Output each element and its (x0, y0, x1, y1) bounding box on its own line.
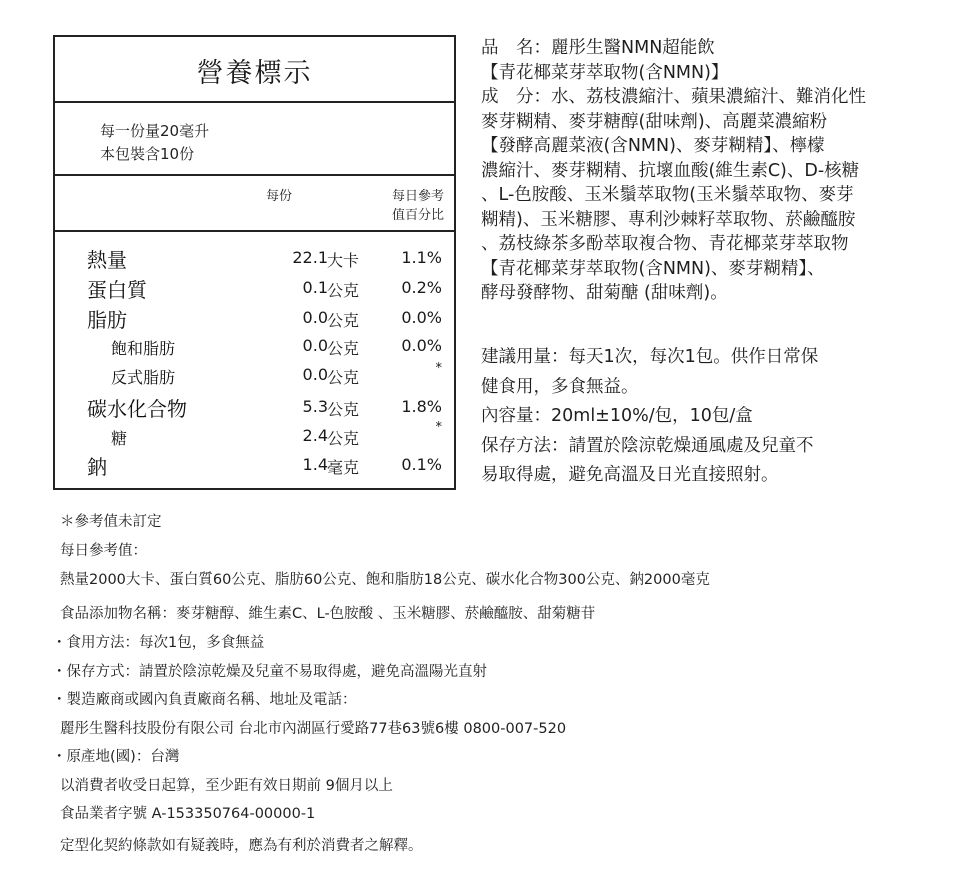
nutrient-value: 0.0 (302, 308, 328, 327)
nutrient-value: 2.4 (302, 426, 328, 445)
nutrient-row-sodium (55, 451, 454, 477)
nutrient-pct: 1.8% (401, 397, 442, 416)
ingredients-line: 【發酵高麗菜液(含NMN)、麥芽糊精】、檸檬 (481, 136, 825, 156)
nutrient-row-saturated-fat (55, 336, 454, 362)
product-name: 品 名：麗彤生醫NMN超能飲 (481, 38, 715, 58)
nutrient-label: 蛋白質 (87, 278, 147, 302)
usage-info (481, 343, 951, 491)
nutrient-unit: 公克 (327, 429, 360, 448)
servings-per-package: 本包裝含10份 (100, 145, 195, 163)
nutrient-pct: 0.1% (401, 455, 442, 474)
nutrient-value: 22.1 (292, 248, 328, 267)
shelf-life: 以消費者收受日起算，至少距有效日期前 9個月以上 (60, 778, 393, 794)
nutrient-value: 5.3 (302, 397, 328, 416)
divider (55, 230, 454, 232)
nutrient-value: 0.0 (302, 365, 328, 384)
nutrition-facts-table (53, 35, 456, 490)
column-header-per-serving: 每份 (266, 189, 293, 204)
nutrient-row-sugar (55, 420, 454, 452)
manufacturer-info: 麗彤生醫科技股份有限公司 台北市內湖區行愛路77巷63號6樓 0800-007-520 (60, 721, 567, 737)
nutrient-unit: 公克 (327, 311, 360, 330)
divider (55, 101, 454, 103)
nutrient-pct: 0.2% (401, 278, 442, 297)
nutrient-row-calories (55, 244, 454, 270)
nutrient-unit: 公克 (327, 400, 360, 419)
nutrient-value: 0.1 (302, 278, 328, 297)
nutrient-label: 熱量 (87, 248, 127, 272)
nutrient-label: 飽和脂肪 (111, 339, 176, 358)
asterisk-note: ＊參考值未訂定 (60, 514, 162, 530)
product-info (481, 36, 951, 306)
nutrient-label: 糖 (111, 429, 128, 448)
suggested-use-line: 建議用量：每天1次，每次1包。供作日常保 (481, 347, 819, 367)
nutrient-value: 1.4 (302, 455, 328, 474)
nutrient-unit: 大卡 (327, 251, 360, 270)
column-header-daily-value-line2: 值百分比 (391, 208, 444, 223)
usage-method: ・食用方法：每次1包，多食無益 (52, 635, 265, 651)
column-header-daily-value (392, 187, 444, 225)
contract-clause: 定型化契約條款如有疑義時，應為有利於消費者之解釋。 (60, 838, 423, 854)
food-additives: 食品添加物名稱：麥芽糖醇、維生素C、L-色胺酸 、玉米糖膠、菸鹼醯胺、甜菊糖苷 (60, 606, 596, 622)
divider (55, 174, 454, 176)
nutrient-row-protein (55, 274, 454, 300)
ingredients-line: 濃縮汁、麥芽糊精、抗壞血酸(維生素C)、D-核糖 (481, 160, 860, 181)
nutrient-unit: 毫克 (327, 458, 360, 477)
column-header-daily-value-line1: 每日參考 (391, 189, 444, 204)
nutrient-pct: 0.0% (401, 336, 442, 355)
product-subtitle: 【青花椰菜芽萃取物(含NMN)】 (481, 62, 729, 83)
country-of-origin: ・原產地(國)：台灣 (52, 749, 180, 765)
ingredients-line: 麥芽糊精、麥芽糖醇(甜味劑)、高麗菜濃縮粉 (481, 111, 828, 132)
ingredients-line: 成 分：水、荔枝濃縮汁、蘋果濃縮汁、難消化性 (481, 87, 866, 107)
manufacturer-label: ・製造廠商或國內負責廠商名稱、地址及電話： (52, 692, 357, 708)
nutrient-label: 鈉 (87, 455, 107, 479)
nutrition-title: 營養標示 (196, 58, 313, 89)
nutrient-pct: 0.0% (401, 308, 442, 327)
nutrient-row-trans-fat (55, 361, 454, 391)
nutrient-label: 脂肪 (87, 308, 127, 332)
suggested-use-line: 健食用，多食無益。 (481, 376, 639, 397)
storage-line: 保存方法：請置於陰涼乾燥通風處及兒童不 (481, 435, 814, 456)
nutrient-row-fat (55, 304, 454, 330)
nutrient-pct: * (435, 361, 442, 376)
serving-size: 每一份量20毫升 (100, 122, 210, 140)
nutrient-label: 反式脂肪 (111, 368, 176, 387)
ingredients-line: 酵母發酵物、甜菊醣 (甜味劑)。 (481, 283, 728, 303)
storage-line: 易取得處，避免高溫及日光直接照射。 (481, 465, 779, 485)
daily-reference-values: 熱量2000大卡、蛋白質60公克、脂肪60公克、飽和脂肪18公克、碳水化合物300公克、鈉2000毫克 (60, 572, 710, 588)
ingredients-line: 、L-色胺酸、玉米鬚萃取物(玉米鬚萃取物、麥芽 (481, 185, 854, 205)
nutrient-pct: * (435, 420, 442, 435)
nutrient-label: 碳水化合物 (87, 397, 187, 421)
nutrient-value: 0.0 (302, 336, 328, 355)
ingredients-line: 糊精)、玉米糖膠、專利沙棘籽萃取物、菸鹼醯胺 (481, 209, 856, 230)
business-registration-id: 食品業者字號 A-153350764-00000-1 (60, 806, 316, 822)
ingredients-line: 【青花椰菜芽萃取物(含NMN)、麥芽糊精】、 (481, 258, 825, 279)
ingredients-line: 、荔枝綠茶多酚萃取複合物、青花椰菜芽萃取物 (481, 234, 849, 254)
nutrient-unit: 公克 (327, 368, 360, 387)
daily-reference-label: 每日參考值： (60, 543, 147, 559)
nutrient-unit: 公克 (327, 339, 360, 358)
nutrient-unit: 公克 (327, 281, 360, 300)
net-content: 內容量：20ml±10%/包，10包/盒 (481, 406, 753, 426)
nutrient-row-carbohydrate (55, 393, 454, 419)
storage-method: ・保存方式：請置於陰涼乾燥及兒童不易取得處，避免高溫陽光直射 (52, 664, 487, 680)
nutrient-pct: 1.1% (401, 248, 442, 267)
